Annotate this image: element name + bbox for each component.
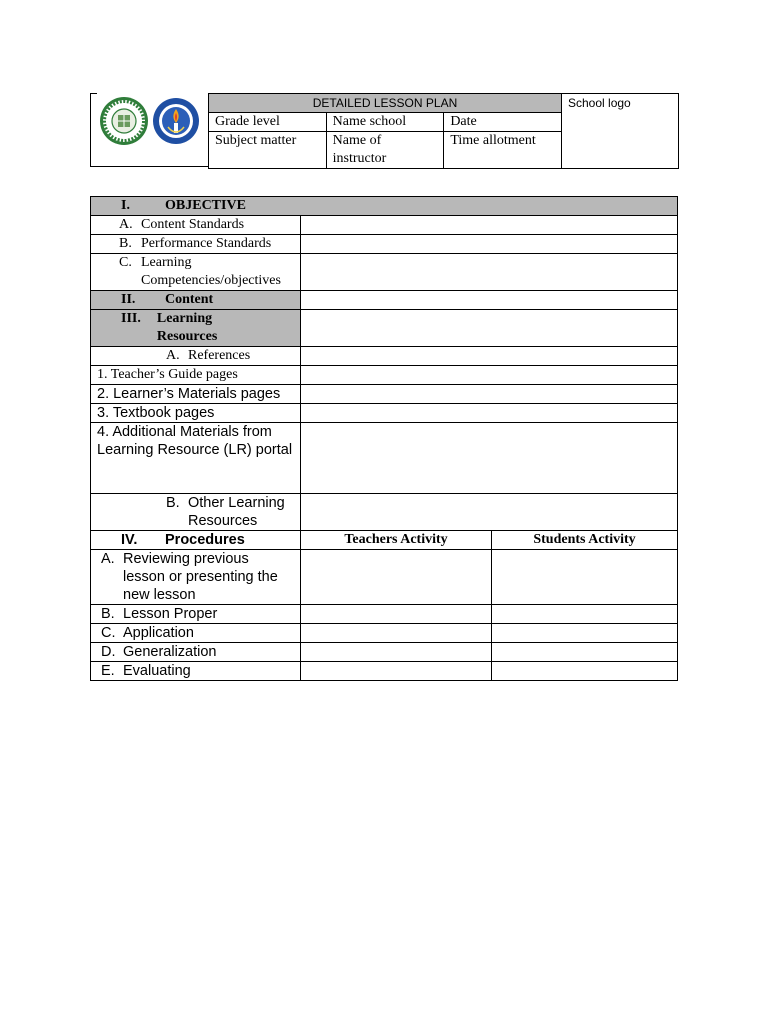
- value-cell: [301, 366, 678, 385]
- plan-title: DETAILED LESSON PLAN: [209, 94, 562, 113]
- table-row: [91, 643, 678, 662]
- list-item: 3. Textbook pages: [91, 404, 301, 423]
- value-cell: [301, 404, 678, 423]
- list-item: B. Performance Standards: [91, 235, 301, 254]
- procedures-heading: IV. Procedures: [91, 531, 301, 550]
- list-item: C. Learning Competencies/objectives: [91, 254, 301, 291]
- value-cell: [301, 216, 678, 235]
- value-cell: [301, 235, 678, 254]
- value-cell: [301, 385, 678, 404]
- student-activity-cell: [492, 662, 678, 681]
- teacher-activity-cell: [301, 550, 492, 605]
- list-item: C. Application: [91, 624, 301, 643]
- subject-matter-cell: Subject matter: [209, 132, 327, 169]
- list-item: 4. Additional Materials from Learning Resource (LR) portal: [91, 423, 301, 494]
- time-allotment-cell: Time allotment: [444, 132, 562, 169]
- table-row: [91, 366, 678, 385]
- date-cell: Date: [444, 113, 562, 132]
- value-cell: [301, 254, 678, 291]
- value-cell: [301, 494, 678, 531]
- blue-college-seal-icon: [152, 97, 200, 145]
- list-item: D. Generalization: [91, 643, 301, 662]
- list-item: B. Lesson Proper: [91, 605, 301, 624]
- name-school-cell: Name school: [326, 113, 444, 132]
- student-activity-cell: [492, 605, 678, 624]
- table-row: [91, 494, 678, 531]
- table-row: [91, 423, 678, 494]
- lesson-plan-table: [90, 196, 678, 681]
- school-logo-cell: School logo: [562, 94, 679, 169]
- value-cell: [301, 347, 678, 366]
- teacher-activity-cell: [301, 643, 492, 662]
- logo-box: [90, 93, 209, 167]
- table-row: [91, 254, 678, 291]
- header-table: [208, 93, 679, 169]
- list-item: 1. Teacher’s Guide pages: [91, 366, 301, 385]
- table-row: [91, 605, 678, 624]
- table-row: [91, 624, 678, 643]
- table-row: [91, 216, 678, 235]
- content-heading: II. Content: [91, 291, 301, 310]
- learning-resources-heading: III. Learning Resources: [91, 310, 301, 347]
- students-activity-header: Students Activity: [492, 531, 678, 550]
- teacher-activity-cell: [301, 624, 492, 643]
- student-activity-cell: [492, 624, 678, 643]
- references-label: A. References: [91, 347, 301, 366]
- list-item: A. Content Standards: [91, 216, 301, 235]
- list-item: A. Reviewing previous lesson or presenting the new lesson: [91, 550, 301, 605]
- table-row: [91, 235, 678, 254]
- green-school-seal-icon: [99, 96, 149, 146]
- list-item: E. Evaluating: [91, 662, 301, 681]
- value-cell: [301, 291, 678, 310]
- objective-heading: [91, 197, 678, 216]
- table-row: [91, 385, 678, 404]
- student-activity-cell: [492, 643, 678, 662]
- roman-numeral: I.: [121, 198, 130, 213]
- table-row: [91, 404, 678, 423]
- objective-label: OBJECTIVE: [165, 198, 246, 213]
- list-item: 2. Learner’s Materials pages: [91, 385, 301, 404]
- value-cell: [301, 310, 678, 347]
- instructor-cell: Name of instructor: [326, 132, 444, 169]
- table-row: [91, 550, 678, 605]
- teacher-activity-cell: [301, 605, 492, 624]
- student-activity-cell: [492, 550, 678, 605]
- grade-level-cell: Grade level: [209, 113, 327, 132]
- value-cell: [301, 423, 678, 494]
- table-row: [91, 347, 678, 366]
- table-row: [91, 662, 678, 681]
- other-resources-label: B. Other Learning Resources: [91, 494, 301, 531]
- teacher-activity-cell: [301, 662, 492, 681]
- teachers-activity-header: Teachers Activity: [301, 531, 492, 550]
